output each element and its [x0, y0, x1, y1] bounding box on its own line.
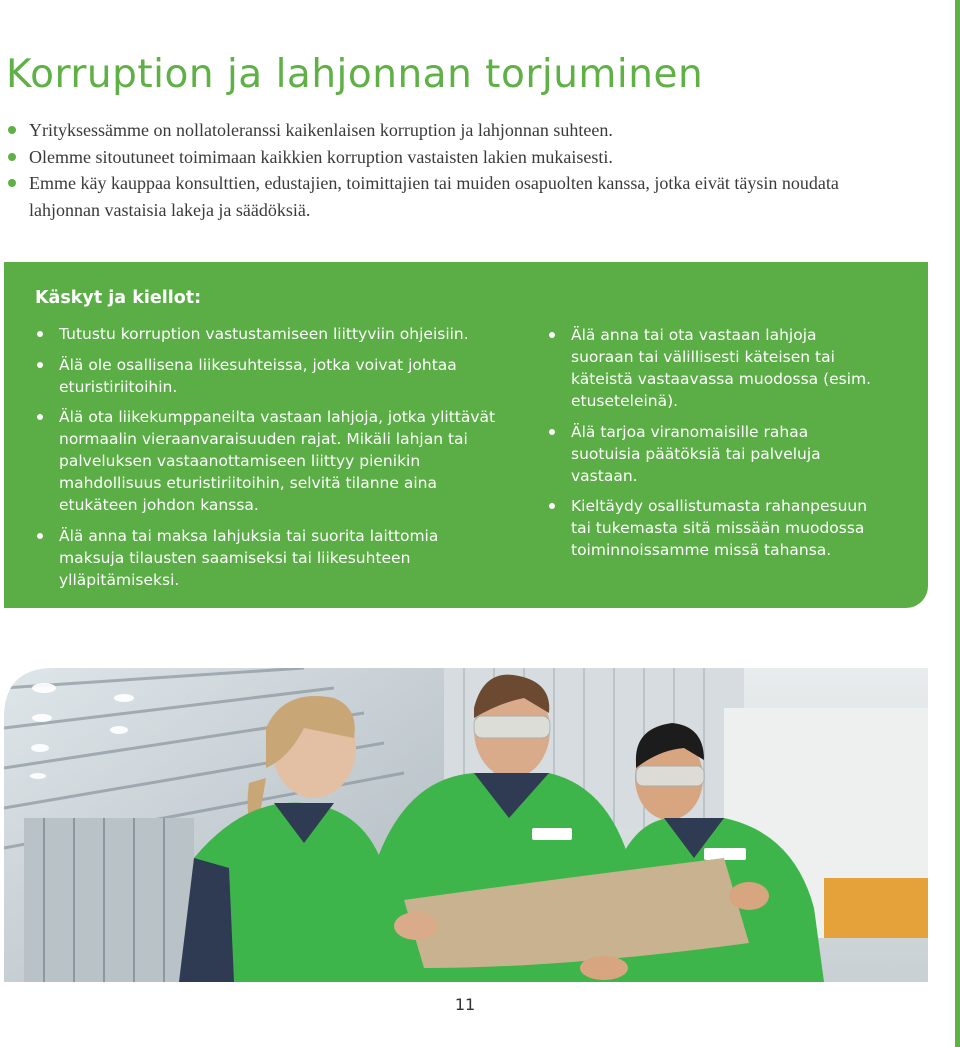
rule-item: Kieltäydy osallistumasta rahanpesuun tai tukemasta sitä missään muodossa toiminnoissamme missä tahansa. [547, 495, 877, 561]
page-edge-rule [955, 0, 960, 1047]
factory-workers-photo [4, 668, 928, 982]
intro-bullet: Yrityksessämme on nollatoleranssi kaikenlaisen korruption ja lahjonnan suhteen. [8, 117, 908, 144]
rules-right-list [547, 324, 877, 570]
rule-item: Älä anna tai maksa lahjuksia tai suorita laittomia maksuja tilausten saamiseksi tai liikesuhteen ylläpitämiseksi. [35, 525, 505, 591]
rules-left-list [35, 323, 505, 599]
rule-item: Älä anna tai ota vastaan lahjoja suoraan tai välillisesti käteisen tai käteistä vastaavassa muodossa (esim. etuseteleinä). [547, 324, 877, 412]
intro-list [8, 117, 908, 223]
page-number: 11 [454, 995, 476, 1014]
rules-box [4, 262, 928, 608]
rule-item: Älä ole osallisena liikesuhteissa, jotka voivat johtaa eturistiriitoihin. [35, 354, 505, 398]
page-title: Korruption ja lahjonnan torjuminen [6, 52, 704, 97]
intro-bullet: Emme käy kauppaa konsulttien, edustajien, toimittajien tai muiden osapuolten kanssa, jotka eivät täysin noudata lahjonnan vastaisia lakeja ja säädöksiä. [8, 170, 908, 223]
rules-box-title: Käskyt ja kiellot: [35, 288, 202, 308]
rule-item: Tutustu korruption vastustamiseen liittyviin ohjeisiin. [35, 323, 505, 345]
rule-item: Älä ota liikekumppaneilta vastaan lahjoja, jotka ylittävät normaalin vieraanvaraisuuden rajat. Mikäli lahjan tai palveluksen vastaanottamiseen liittyy pienikin mahdollisuus eturistiriitoihin, selvitä tilanne aina etukäteen johdon kanssa. [35, 406, 505, 516]
rule-item: Älä tarjoa viranomaisille rahaa suotuisia päätöksiä tai palveluja vastaan. [547, 421, 877, 487]
intro-bullet: Olemme sitoutuneet toimimaan kaikkien korruption vastaisten lakien mukaisesti. [8, 144, 908, 171]
